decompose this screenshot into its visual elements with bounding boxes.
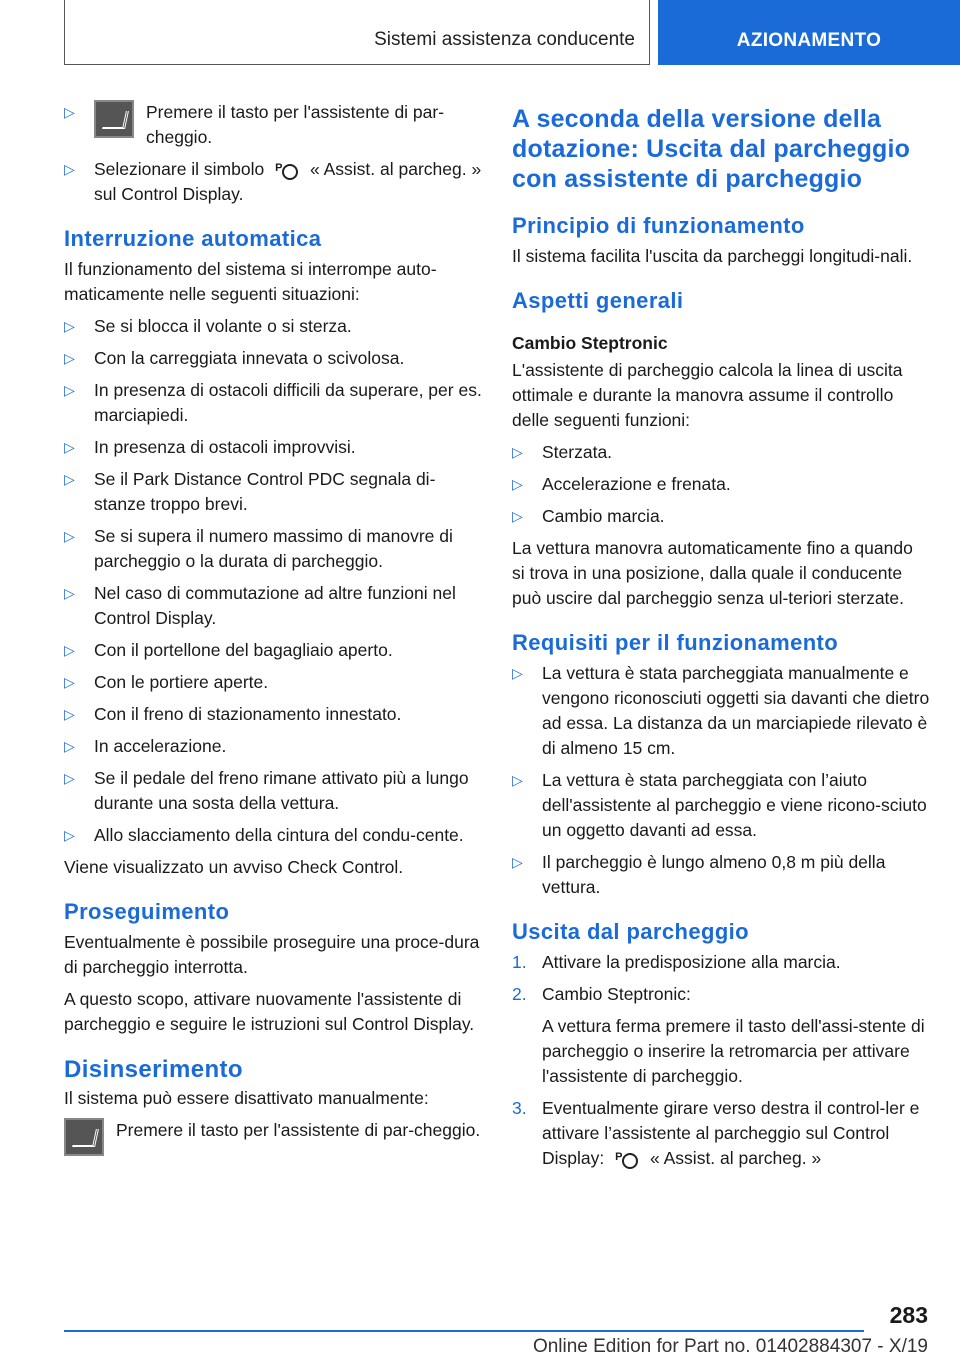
- bullet-triangle-icon: ▷: [512, 772, 523, 788]
- section-heading-interruption: Interruzione automatica: [64, 226, 322, 251]
- list-item-text: In presenza di ostacoli improvvisi.: [94, 437, 356, 457]
- deactivation-action: [64, 1118, 482, 1156]
- header-section-box: [64, 0, 650, 65]
- bullet-triangle-icon: ▷: [64, 161, 75, 177]
- list-item-text: Se il Park Distance Control PDC segnala di-stanze troppo brevi.: [94, 469, 436, 514]
- list-item: [512, 850, 930, 900]
- header-section-title: Sistemi assistenza conducente: [374, 29, 635, 50]
- bullet-triangle-icon: ▷: [64, 674, 75, 690]
- list-item: [64, 435, 482, 460]
- bullet-triangle-icon: ▷: [64, 104, 75, 120]
- bullet-triangle-icon: ▷: [64, 382, 75, 398]
- interruption-list: [64, 314, 482, 848]
- page-number: 283: [889, 1302, 928, 1328]
- right-column: [512, 100, 930, 1178]
- list-item: [64, 638, 482, 663]
- paragraph: Eventualmente è possibile proseguire una proce-dura di parcheggio interrotta.: [64, 932, 480, 977]
- section-heading-principle: Principio di funzionamento: [512, 213, 805, 238]
- list-item-text: Cambio marcia.: [542, 506, 665, 526]
- park-assist-symbol-icon: [275, 159, 299, 179]
- bullet-triangle-icon: ▷: [64, 439, 75, 455]
- paragraph: Il sistema facilita l'uscita da parcheggi longitudi-nali.: [512, 246, 913, 266]
- bullet-triangle-icon: ▷: [512, 444, 523, 460]
- list-item-text: Nel caso di commutazione ad altre funzioni nel Control Display.: [94, 583, 456, 628]
- section-heading-general: Aspetti generali: [512, 288, 684, 313]
- step-extra-text: A vettura ferma premere il tasto dell'assi-stente di parcheggio o inserire la retromarcia per attivare l'assistente di parcheggio.: [542, 1016, 925, 1086]
- step-number: 3.: [512, 1098, 527, 1118]
- paragraph: Il funzionamento del sistema si interrompe auto-maticamente nelle seguenti situazioni:: [64, 259, 437, 304]
- section-heading-deactivation: Disinserimento: [64, 1056, 243, 1083]
- park-assist-button-icon: [64, 1118, 104, 1156]
- section-heading-requirements: Requisiti per il funzionamento: [512, 630, 839, 655]
- paragraph: L'assistente di parcheggio calcola la linea di uscita ottimale e durante la manovra assume il controllo delle seguenti funzioni:: [512, 360, 903, 430]
- requirements-list: [512, 661, 930, 900]
- step-number: 1.: [512, 952, 527, 972]
- footer-edition: Online Edition for Part no. 01402884307 - X/19: [532, 1336, 928, 1357]
- step-item: [512, 950, 930, 975]
- step-text: Attivare la predisposizione alla marcia.: [542, 952, 841, 972]
- bullet-triangle-icon: ▷: [64, 585, 75, 601]
- list-item: [64, 702, 482, 727]
- list-item: [512, 768, 930, 843]
- paragraph: Viene visualizzato un avviso Check Control.: [64, 857, 404, 877]
- paragraph: La vettura manovra automaticamente fino a quando si trova in una posizione, dalla quale il conducente può uscire dal parcheggio senza ul-teriori sterzate.: [512, 538, 913, 608]
- step-number: 2.: [512, 984, 527, 1004]
- paragraph: Il sistema può essere disattivato manualmente:: [64, 1088, 429, 1108]
- footer-divider: [64, 1330, 864, 1332]
- section-heading-continuation: Proseguimento: [64, 899, 230, 924]
- list-item-text: Se il pedale del freno rimane attivato più a lungo durante una sosta della vettura.: [94, 768, 469, 813]
- bullet-triangle-icon: ▷: [512, 508, 523, 524]
- list-item: [64, 346, 482, 371]
- bullet-triangle-icon: ▷: [64, 528, 75, 544]
- bullet-triangle-icon: ▷: [64, 642, 75, 658]
- subheading-steptronic: Cambio Steptronic: [512, 333, 668, 353]
- list-item: [64, 524, 482, 574]
- list-item-text: In accelerazione.: [94, 736, 227, 756]
- bullet-triangle-icon: ▷: [64, 706, 75, 722]
- left-column: [64, 100, 482, 1156]
- list-item-text: Selezionare il simbolo: [94, 159, 265, 179]
- list-item: [64, 581, 482, 631]
- park-assist-symbol-icon: [615, 1148, 639, 1168]
- bullet-triangle-icon: ▷: [512, 476, 523, 492]
- list-item-text: Con il portellone del bagagliaio aperto.: [94, 640, 393, 660]
- list-item: [64, 157, 482, 207]
- list-item-text: Sterzata.: [542, 442, 613, 462]
- bullet-triangle-icon: ▷: [64, 827, 75, 843]
- paragraph: A questo scopo, attivare nuovamente l'assistente di parcheggio e seguire le istruzioni sul Control Display.: [64, 989, 475, 1034]
- bullet-triangle-icon: ▷: [64, 318, 75, 334]
- list-item: [512, 472, 930, 497]
- list-item-text: Con il freno di stazionamento innestato.: [94, 704, 402, 724]
- exit-steps: [512, 950, 930, 1171]
- header-chapter-tab[interactable]: [658, 0, 960, 65]
- list-item-text: La vettura è stata parcheggiata manualmente e vengono riconosciuti oggetti sia davanti che dietro ad essa. La distanza da un marciapiede rilevato è di almeno 15 cm.: [542, 663, 930, 758]
- list-item: [512, 661, 930, 761]
- list-item-text: In presenza di ostacoli difficili da superare, per es. marciapiedi.: [94, 380, 482, 425]
- list-item-text-cont: « Assist. al parcheg. » sul Control Display.: [94, 159, 482, 204]
- list-item: [64, 766, 482, 816]
- list-item: [64, 378, 482, 428]
- list-item: [64, 670, 482, 695]
- bullet-triangle-icon: ▷: [512, 665, 523, 681]
- action-text: Premere il tasto per l'assistente di par-cheggio.: [116, 1120, 481, 1140]
- bullet-triangle-icon: ▷: [64, 738, 75, 754]
- list-item-text: Se si supera il numero massimo di manovre di parcheggio o la durata di parcheggio.: [94, 526, 453, 571]
- step-text: Eventualmente girare verso destra il control-ler e attivare l’assistente al parcheggio sul Control Display:: [542, 1098, 920, 1168]
- list-item-text: Accelerazione e frenata.: [542, 474, 731, 494]
- intro-list: [64, 100, 482, 207]
- list-item-text: Se si blocca il volante o si sterza.: [94, 316, 352, 336]
- header-chapter-label: AZIONAMENTO: [736, 30, 882, 51]
- header-divider: [64, 64, 650, 65]
- list-item-text: Con la carreggiata innevata o scivolosa.: [94, 348, 405, 368]
- bullet-triangle-icon: ▷: [64, 471, 75, 487]
- list-item: [64, 734, 482, 759]
- bullet-triangle-icon: ▷: [64, 770, 75, 786]
- list-item-text: Il parcheggio è lungo almeno 0,8 m più della vettura.: [542, 852, 886, 897]
- list-item: [64, 100, 482, 150]
- list-item: [64, 823, 482, 848]
- bullet-triangle-icon: ▷: [64, 350, 75, 366]
- bullet-triangle-icon: ▷: [512, 854, 523, 870]
- list-item: [512, 440, 930, 465]
- list-item-text: La vettura è stata parcheggiata con l’aiuto dell'assistente al parcheggio e viene ricono-sciuto un oggetto davanti ad essa.: [542, 770, 927, 840]
- list-item-text: Con le portiere aperte.: [94, 672, 269, 692]
- main-heading: A seconda della versione della dotazione: Uscita dal parcheggio con assistente di parcheggio: [512, 105, 911, 193]
- list-item: [64, 467, 482, 517]
- list-item: [512, 504, 930, 529]
- step-item: [512, 1096, 930, 1171]
- list-item-text: Premere il tasto per l'assistente di par-cheggio.: [146, 102, 445, 147]
- list-item: [64, 314, 482, 339]
- section-heading-exit: Uscita dal parcheggio: [512, 919, 750, 944]
- step-item: [512, 982, 930, 1089]
- step-text: Cambio Steptronic:: [542, 984, 691, 1004]
- park-assist-button-icon: [94, 100, 134, 138]
- list-item-text: Allo slacciamento della cintura del condu-cente.: [94, 825, 464, 845]
- step-inline-text: « Assist. al parcheg. »: [650, 1148, 822, 1168]
- general-list: [512, 440, 930, 529]
